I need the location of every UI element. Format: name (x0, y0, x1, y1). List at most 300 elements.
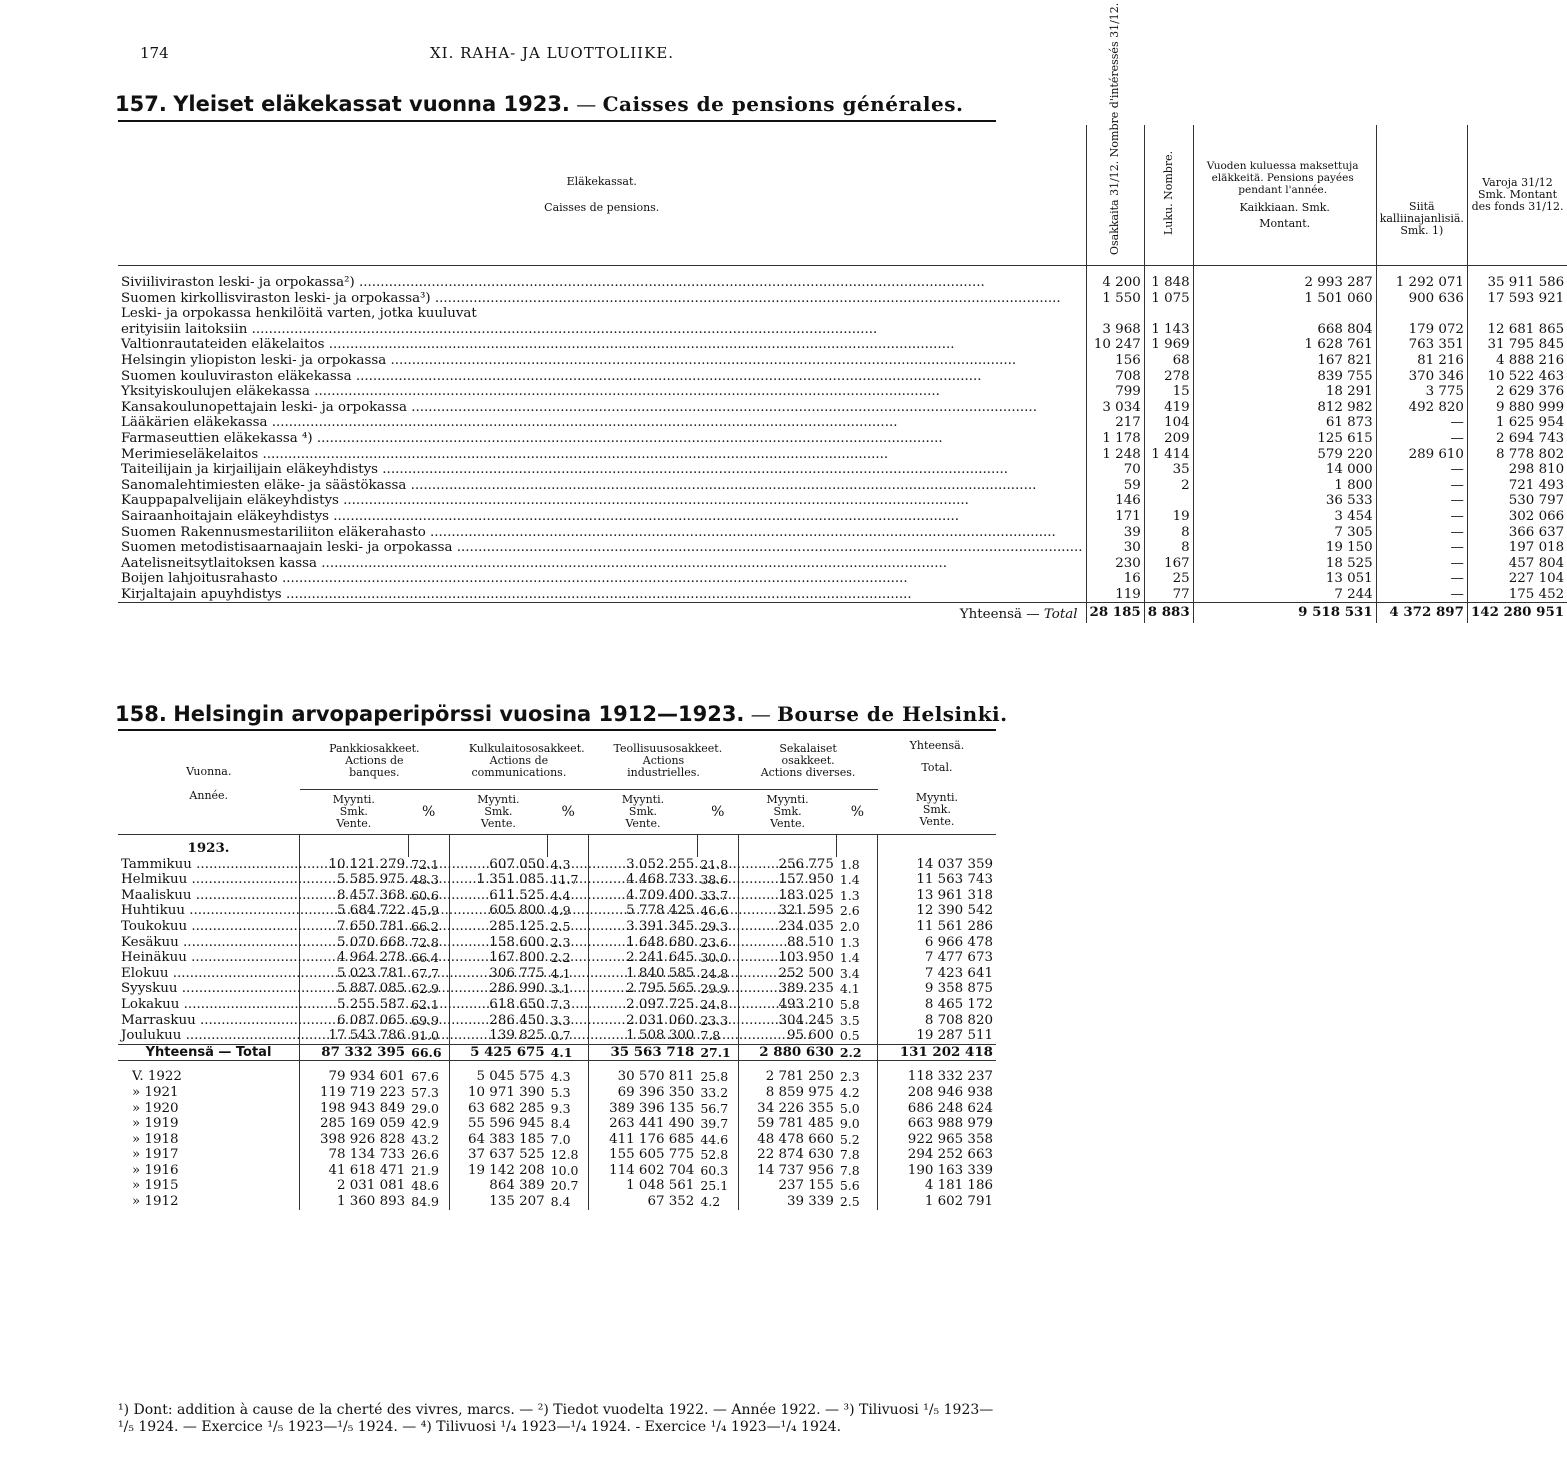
table-row (118, 415, 1567, 431)
fund-name-text (121, 556, 1083, 572)
pct-value: 4.3 (548, 1061, 589, 1085)
header-fund-fr: Caisses de pensions. (544, 200, 660, 214)
sales-value: 3 391 345 (626, 918, 695, 934)
sales-value: 34 226 355 (757, 1100, 834, 1116)
pct-value: 72.8 (408, 935, 449, 951)
fund-name (118, 306, 1086, 322)
fund-name-label: Yksityiskoulujen eläkekassa ..... (121, 384, 940, 399)
cost-of-living-value: 492 820 (1376, 400, 1467, 416)
fund-name (118, 525, 1086, 541)
sales-value: 607 050 (489, 856, 545, 872)
table-row (118, 275, 1567, 291)
pensions-total-value: 18 525 (1193, 556, 1376, 572)
members-value: 1 550 (1086, 291, 1144, 307)
sales-value: 285 125 (489, 918, 545, 934)
fund-name-text (121, 369, 1083, 385)
pct-value: 5.3 (548, 1085, 589, 1101)
sales-value: 237 155 (778, 1178, 834, 1194)
sales-value: 139 825 (489, 1028, 545, 1044)
pct-value: 57.3 (408, 1085, 449, 1101)
total-sales-value: 8 708 820 (924, 1012, 993, 1028)
members-value: 146 (1086, 493, 1144, 509)
pct-value: 72.1 (408, 857, 449, 873)
pct-value: 7.8 (837, 1163, 878, 1179)
fund-name-label: Farmaseuttien eläkekassa ⁴) ..... (121, 431, 943, 446)
sales-value: 5 023 781 (336, 965, 406, 981)
month-row (118, 857, 996, 873)
month-row (118, 1028, 996, 1044)
sub-header-text: Vente. (770, 817, 806, 830)
assets-value: 10 522 463 (1467, 369, 1567, 385)
pct-value: 3.3 (548, 1013, 589, 1029)
total-sales-value: 208 946 938 (907, 1084, 993, 1100)
fund-name-label: Helsingin yliopiston leski- ja orpokassa ..... (121, 353, 1016, 368)
row-label: » 1918 (118, 1132, 300, 1148)
sub-header-text: Vente. (336, 817, 372, 830)
fund-name-text (121, 462, 1083, 478)
row-label: Kesäkuu ..... (118, 935, 300, 951)
sales-value: 157 950 (778, 872, 834, 888)
pct-value: 66.2 (408, 919, 449, 935)
sales-value: 17 543 786 (328, 1028, 406, 1044)
count-value: 209 (1144, 431, 1193, 447)
pct-value: 2.5 (548, 919, 589, 935)
pensions-total-value: 839 755 (1193, 369, 1376, 385)
cost-of-living-value: — (1376, 415, 1467, 431)
month-row (118, 935, 996, 951)
month-row (118, 919, 996, 935)
count-value: 1 143 (1144, 322, 1193, 338)
assets-value: 35 911 586 (1467, 275, 1567, 291)
table-row (118, 478, 1567, 494)
fund-name-label: Suomen kirkollisviraston leski- ja orpokassa³) ..... (121, 291, 1061, 306)
total-sales-value: 13 961 318 (916, 887, 993, 903)
fund-name (118, 291, 1086, 307)
sales-value: 87 332 395 (300, 1044, 409, 1061)
cost-of-living-value: 81 216 (1376, 353, 1467, 369)
pct-value: 46.6 (697, 903, 738, 919)
row-label: Joulukuu ..... (118, 1028, 300, 1044)
sales-value: 48 478 660 (757, 1131, 834, 1147)
pct-value: 1.8 (837, 857, 878, 873)
pct-value: 60.3 (697, 1163, 738, 1179)
year-row (118, 1061, 996, 1085)
members-value: 217 (1086, 415, 1144, 431)
row-label: Lokakuu ..... (118, 997, 300, 1013)
row-label: » 1912 (118, 1194, 300, 1210)
table-157-title-fr: Caisses de pensions générales. (602, 92, 964, 116)
sales-value: 389 396 135 (609, 1100, 695, 1116)
year-heading: 1923. (118, 835, 300, 857)
pct-value: 29.3 (697, 919, 738, 935)
total-value: 4 372 897 (1376, 603, 1467, 623)
sales-value: 2 031 081 (336, 1178, 406, 1194)
pct-value: 8.4 (548, 1116, 589, 1132)
table-157-title-fi: Yleiset eläkekassat vuonna 1923. (173, 92, 570, 116)
pct-value: 25.1 (697, 1178, 738, 1194)
table-row (118, 556, 1567, 572)
fund-name (118, 353, 1086, 369)
row-label: Maaliskuu ..... (118, 888, 300, 904)
sales-value: 198 943 849 (319, 1100, 406, 1116)
total-sales-value: 663 988 979 (907, 1116, 993, 1132)
table-row (118, 431, 1567, 447)
cost-of-living-value: — (1376, 525, 1467, 541)
sales-value: 252 500 (778, 965, 834, 981)
header-montant: Montant. (1259, 216, 1311, 230)
sales-value: 8 457 368 (336, 887, 406, 903)
pct-value: 39.7 (697, 1116, 738, 1132)
fund-name-text (121, 400, 1083, 416)
assets-value (1467, 306, 1567, 322)
sales-value: 285 169 059 (319, 1116, 406, 1132)
fund-name-label: Kansakoulunopettajain leski- ja orpokassa ..... (121, 400, 1037, 415)
row-label: » 1915 (118, 1178, 300, 1194)
sub-header-text: Vente. (480, 817, 516, 830)
header-fund (118, 125, 1086, 265)
sales-value: 5 255 587 (336, 996, 406, 1012)
sub-header-sales (589, 790, 698, 835)
pct-value: 23.6 (697, 935, 738, 951)
pct-value: 2.0 (837, 919, 878, 935)
pct-value: 4.9 (548, 903, 589, 919)
empty-cell (589, 835, 698, 857)
header-all-label: Kaikkiaan. Smk. (1239, 200, 1330, 214)
total-label-fi: Yhteensä (959, 607, 1022, 623)
pct-value: 12.8 (548, 1147, 589, 1163)
year-heading-row (118, 835, 996, 857)
sales-value: 2 031 060 (626, 1012, 695, 1028)
sales-value: 5 778 425 (626, 903, 695, 919)
total-sales-value: 12 390 542 (916, 903, 993, 919)
sales-value: 114 602 704 (609, 1162, 695, 1178)
fund-name-text (121, 291, 1083, 307)
year-row (118, 1147, 996, 1163)
count-value: 278 (1144, 369, 1193, 385)
assets-value: 17 593 921 (1467, 291, 1567, 307)
sales-value: 22 874 630 (757, 1147, 834, 1163)
pct-value: 24.8 (697, 997, 738, 1013)
table-row (118, 447, 1567, 463)
pct-value: 8.4 (548, 1194, 589, 1210)
table-row (118, 493, 1567, 509)
sales-value: 5 045 575 (476, 1069, 545, 1085)
header-total: Yhteensä. Total. Myynti. Smk. Vente. (909, 738, 965, 828)
empty-cell (300, 835, 409, 857)
sub-header-text: Vente. (625, 817, 661, 830)
fund-name-label: Leski- ja orpokassa henkilöitä varten, jotka kuuluvat (121, 306, 477, 322)
sales-value: 263 441 490 (609, 1116, 695, 1132)
pct-value: 43.2 (408, 1132, 449, 1148)
table-row (118, 384, 1567, 400)
title-dash: — (750, 702, 771, 726)
total-sales-value: 19 287 511 (916, 1028, 993, 1044)
sales-value: 2 795 565 (626, 981, 695, 997)
total-sales-value: 8 465 172 (924, 996, 993, 1012)
sales-value: 6 087 065 (336, 1012, 406, 1028)
fund-name-label: Suomen metodistisaarnaajain leski- ja orpokassa ..... (121, 540, 1083, 555)
sales-value: 69 396 350 (617, 1084, 695, 1100)
assets-value: 298 810 (1467, 462, 1567, 478)
total-sales-value: 9 358 875 (924, 981, 993, 997)
count-value: 1 075 (1144, 291, 1193, 307)
header-all (1193, 125, 1376, 265)
year-row (118, 1163, 996, 1179)
total-sales-value: 6 966 478 (924, 934, 993, 950)
pct-value: 4.4 (548, 888, 589, 904)
pct-value: 4.1 (837, 981, 878, 997)
pct-value: 69.9 (408, 1013, 449, 1029)
assets-value: 457 804 (1467, 556, 1567, 572)
empty-cell (548, 835, 589, 857)
assets-value: 302 066 (1467, 509, 1567, 525)
table-row (118, 540, 1567, 556)
cost-of-living-value: 289 610 (1376, 447, 1467, 463)
pct-value: 56.7 (697, 1101, 738, 1117)
pct-value: 7.8 (697, 1028, 738, 1044)
pct-value: 7.3 (548, 997, 589, 1013)
count-value: 25 (1144, 571, 1193, 587)
pensions-total-value: 13 051 (1193, 571, 1376, 587)
year-row (118, 1101, 996, 1117)
month-row (118, 997, 996, 1013)
row-label: Helmikuu ..... (118, 872, 300, 888)
total-sales-value: 14 037 359 (916, 856, 993, 872)
pct-value: 24.8 (697, 966, 738, 982)
header-members: Osakkaita 31/12. Nombre d'intéressés 31/12. (1086, 125, 1144, 265)
page-number: 174 (140, 44, 169, 62)
table-row (118, 322, 1567, 338)
table-row (118, 337, 1567, 353)
pct-value: 3.5 (837, 1013, 878, 1029)
fund-name (118, 415, 1086, 431)
pct-value: 4.1 (548, 1044, 589, 1061)
total-value: 9 518 531 (1193, 603, 1376, 623)
pct-value: 2.2 (837, 1044, 878, 1061)
sub-header-text: Smk. (773, 805, 802, 818)
count-value: 167 (1144, 556, 1193, 572)
cost-of-living-value: 370 346 (1376, 369, 1467, 385)
sales-value: 64 383 185 (468, 1131, 545, 1147)
row-label: » 1921 (118, 1085, 300, 1101)
pct-value: 4.3 (548, 857, 589, 873)
sales-value: 256 775 (778, 856, 834, 872)
pct-value: 48.6 (408, 1178, 449, 1194)
cost-of-living-value: — (1376, 556, 1467, 572)
total-sales-value: 190 163 339 (907, 1162, 993, 1178)
header-thereof: Siitä kalliinajanlisiä. Smk. 1) (1376, 125, 1467, 265)
pct-value: 11.7 (548, 872, 589, 888)
year-row (118, 1132, 996, 1148)
sub-header-sales (738, 790, 837, 835)
assets-value: 2 694 743 (1467, 431, 1567, 447)
pensions-total-value: 61 873 (1193, 415, 1376, 431)
header-assets: Varoja 31/12 Smk. Montant des fonds 31/12. (1467, 125, 1567, 265)
fund-name-label: Kauppapalvelijain eläkeyhdistys ..... (121, 493, 969, 508)
sales-value: 1 508 300 (626, 1028, 695, 1044)
sales-value: 605 800 (489, 903, 545, 919)
pensions-total-value: 579 220 (1193, 447, 1376, 463)
sales-value: 19 142 208 (468, 1162, 545, 1178)
fund-name-text (121, 353, 1083, 369)
pct-value: 38.6 (697, 872, 738, 888)
assets-value: 1 625 954 (1467, 415, 1567, 431)
count-value: 19 (1144, 509, 1193, 525)
sales-value: 1 648 680 (626, 934, 695, 950)
sub-header-sales (449, 790, 548, 835)
fund-name (118, 509, 1086, 525)
assets-value: 721 493 (1467, 478, 1567, 494)
pct-value: 7.0 (548, 1132, 589, 1148)
sub-header-pct: % (850, 804, 864, 820)
sub-header-text: Smk. (339, 805, 368, 818)
pct-value: 2.3 (548, 935, 589, 951)
assets-value: 197 018 (1467, 540, 1567, 556)
table-row (118, 306, 1567, 322)
pct-value: 1.4 (837, 950, 878, 966)
sales-value: 8 859 975 (765, 1084, 834, 1100)
header-group-misc: Sekalaiset osakkeet. Actions diverses. (760, 742, 856, 779)
pct-value: 30.0 (697, 950, 738, 966)
pct-value: 62.9 (408, 981, 449, 997)
fund-name-label: Aatelisneitsytlaitoksen kassa ..... (121, 556, 947, 571)
year-row (118, 1085, 996, 1101)
members-value: 230 (1086, 556, 1144, 572)
table-row (118, 525, 1567, 541)
header-year: Vuonna. Année. (186, 764, 232, 802)
row-label: Tammikuu ..... (118, 857, 300, 873)
sub-header-text: Myynti. (621, 793, 665, 806)
sales-value: 4 468 733 (626, 872, 695, 888)
title-rule (118, 729, 996, 731)
pensions-total-value: 1 800 (1193, 478, 1376, 494)
sales-value: 119 719 223 (319, 1084, 406, 1100)
cost-of-living-value: 179 072 (1376, 322, 1467, 338)
fund-name-label: Siviiliviraston leski- ja orpokassa²) ..... (121, 275, 985, 290)
pct-value: 1.3 (837, 888, 878, 904)
total-sales-value: 131 202 418 (878, 1044, 996, 1061)
empty-cell (449, 835, 548, 857)
count-value: 2 (1144, 478, 1193, 494)
pct-value: 67.6 (408, 1061, 449, 1085)
cost-of-living-value: — (1376, 493, 1467, 509)
pct-value: 1.3 (837, 935, 878, 951)
sales-value: 611 525 (489, 887, 545, 903)
pct-value: 1.4 (837, 872, 878, 888)
total-label: Yhteensä — Total (959, 607, 1078, 623)
pensions-total-value: 14 000 (1193, 462, 1376, 478)
table-row (118, 571, 1567, 587)
members-value: 70 (1086, 462, 1144, 478)
pct-value: 0.7 (548, 1028, 589, 1044)
pct-value: 2.6 (837, 903, 878, 919)
fund-name-text (121, 431, 1083, 447)
pensions-total-value: 7 244 (1193, 587, 1376, 603)
pct-value: 66.6 (408, 1044, 449, 1061)
sales-value: 95 600 (786, 1028, 834, 1044)
pensions-total-value: 36 533 (1193, 493, 1376, 509)
sales-value: 286 990 (489, 981, 545, 997)
sales-value: 155 605 775 (609, 1147, 695, 1163)
members-value: 3 968 (1086, 322, 1144, 338)
assets-value: 175 452 (1467, 587, 1567, 603)
count-value: 419 (1144, 400, 1193, 416)
members-value: 171 (1086, 509, 1144, 525)
sales-value: 306 775 (489, 965, 545, 981)
pct-value: 26.6 (408, 1147, 449, 1163)
pensions-total-value: 125 615 (1193, 431, 1376, 447)
title-rule (118, 120, 996, 122)
pct-value: 5.8 (837, 997, 878, 1013)
count-value: 8 (1144, 540, 1193, 556)
sub-header-pct: % (421, 804, 436, 820)
table-row (118, 462, 1567, 478)
table-158-title-fr: Bourse de Helsinki. (777, 702, 1008, 726)
fund-name-label: Suomen Rakennusmestariliiton eläkerahasto ..... (121, 525, 1056, 540)
count-value: 35 (1144, 462, 1193, 478)
fund-name-text (121, 493, 1083, 509)
count-value: 1 848 (1144, 275, 1193, 291)
pct-value: 25.8 (697, 1061, 738, 1085)
sales-value: 304 245 (778, 1012, 834, 1028)
month-row (118, 950, 996, 966)
fund-name-label: Lääkärien eläkekassa ..... (121, 415, 897, 430)
fund-name (118, 337, 1086, 353)
sales-value: 493 210 (778, 996, 834, 1012)
total-value: 142 280 951 (1467, 603, 1567, 623)
fund-name-text (121, 415, 1083, 431)
month-row (118, 1013, 996, 1029)
fund-name-text (121, 478, 1083, 494)
sub-header-pct: % (561, 804, 575, 820)
row-label: » 1916 (118, 1163, 300, 1179)
month-row (118, 981, 996, 997)
sales-value: 1 840 585 (626, 965, 695, 981)
sales-value: 158 600 (489, 934, 545, 950)
sales-value: 5 425 675 (449, 1044, 548, 1061)
fund-name-text (121, 384, 1083, 400)
stock-exchange-table (118, 733, 996, 1210)
pensions-total-value: 1 501 060 (1193, 291, 1376, 307)
total-sales-value: 294 252 663 (907, 1147, 993, 1163)
total-sales-value: 11 563 743 (916, 872, 993, 888)
row-label: V. 1922 (118, 1061, 300, 1085)
sales-value: 286 450 (489, 1012, 545, 1028)
members-value: 708 (1086, 369, 1144, 385)
sales-value: 59 781 485 (757, 1116, 834, 1132)
pct-value: 4.2 (837, 1085, 878, 1101)
pct-value: 52.8 (697, 1147, 738, 1163)
sales-value: 2 097 725 (626, 996, 695, 1012)
total-label-fr: Total (1043, 607, 1078, 623)
sales-value: 1 048 561 (626, 1178, 695, 1194)
title-dash: — (576, 92, 597, 116)
fund-name-text (121, 509, 1083, 525)
pct-value: 3.4 (837, 966, 878, 982)
year-row (118, 1178, 996, 1194)
total-sales-value: 1 602 791 (924, 1194, 993, 1210)
row-label: Huhtikuu ..... (118, 903, 300, 919)
sales-value: 183 025 (778, 887, 834, 903)
fund-name-label: Suomen kouluviraston eläkekassa ..... (121, 369, 982, 384)
pct-value: 2.3 (837, 1061, 878, 1085)
cost-of-living-value: 900 636 (1376, 291, 1467, 307)
sub-header-text: Smk. (628, 805, 658, 818)
pct-value: 9.0 (837, 1116, 878, 1132)
cost-of-living-value: — (1376, 509, 1467, 525)
table-158-number: 158. (115, 702, 167, 726)
pensions-total-value: 812 982 (1193, 400, 1376, 416)
